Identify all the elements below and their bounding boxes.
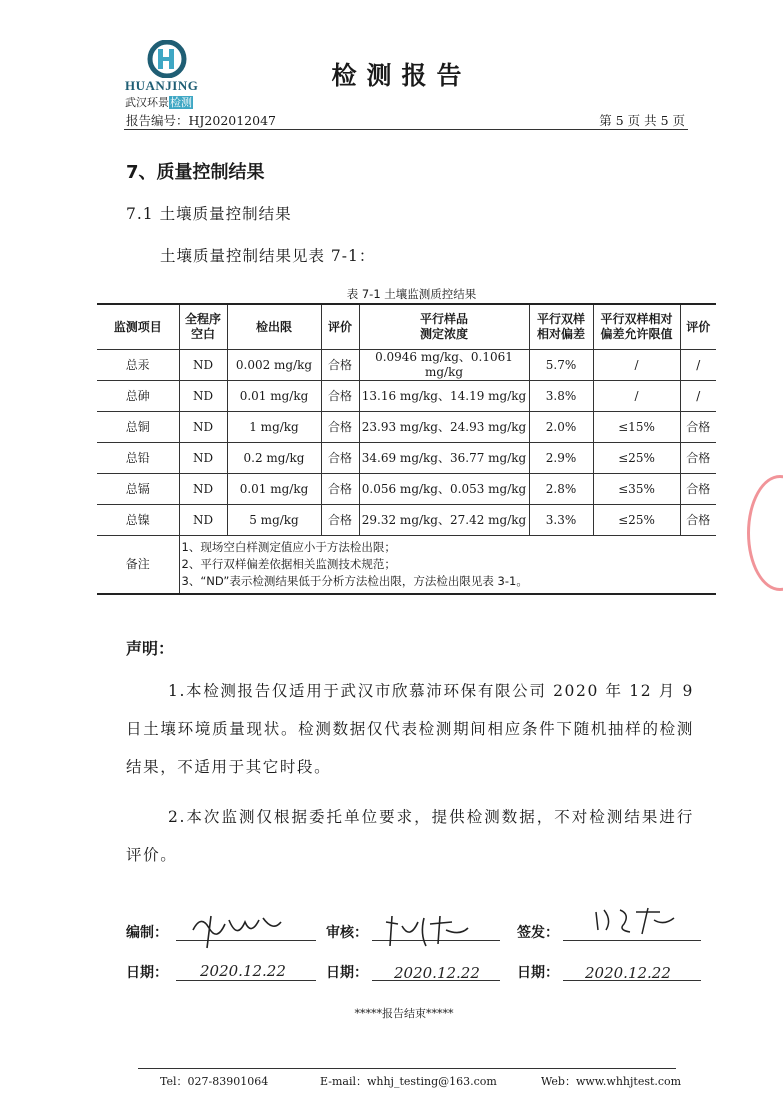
header-allow: 平行双样相对 偏差允许限值 [593,304,680,350]
cell-item: 总镍 [97,505,179,536]
cell-conc: 13.16 mg/kg、14.19 mg/kg [359,381,529,412]
cell-eval: 合格 [321,505,359,536]
cell-allow: ≤15% [593,412,680,443]
footer-email: E-mail：whhj_testing@163.com [320,1075,497,1088]
issue-label: 签发： [517,925,559,941]
date-value-3: 2020.12.22 [585,964,671,982]
qc-table [97,303,716,595]
cell-item: 总砷 [97,381,179,412]
cell-eval: 合格 [321,350,359,381]
cell-eval: 合格 [321,474,359,505]
cell-eval: 合格 [321,443,359,474]
date-value-1: 2020.12.22 [200,962,286,980]
cell-blank: ND [179,350,227,381]
cell-eval: 合格 [680,412,716,443]
table-row [97,412,716,443]
report-title: 检测报告 [331,61,472,90]
cell-conc: 0.0946 mg/kg、0.1061 mg/kg [359,350,529,381]
cell-limit: 5 mg/kg [227,505,321,536]
intro-text: 土壤质量控制结果见表 7-1： [160,247,376,265]
table-row [97,474,716,505]
page-number: 第 5 页 共 5 页 [599,113,685,128]
cell-eval: / [680,350,716,381]
cell-dev: 2.9% [529,443,593,474]
header-divider [124,129,688,130]
cell-allow: ≤25% [593,505,680,536]
cell-item: 总汞 [97,350,179,381]
cell-dev: 2.0% [529,412,593,443]
notes-label: 备注 [97,536,179,595]
table-row [97,350,716,381]
statement-paragraph-2: 2.本次监测仅根据委托单位要求，提供检测数据，不对检测结果进行评价。 [126,808,694,864]
cell-eval: 合格 [680,443,716,474]
table-row [97,505,716,536]
footer-web: Web：www.whhjtest.com [541,1075,682,1088]
statement-paragraph-1: 1.本检测报告仅适用于武汉市欣慕沛环保有限公司 2020 年 12 月 9 日土壤环境质量现状。检测数据仅代表检测期间相应条件下随机抽样的检测结果，不适用于其它时段。 [126,682,694,776]
notes-cell [179,536,716,595]
cell-eval: / [680,381,716,412]
header-conc: 平行样品 测定浓度 [359,304,529,350]
statement-heading: 声明： [126,639,175,658]
date-label-1: 日期： [126,965,168,981]
cell-blank: ND [179,381,227,412]
cell-limit: 0.2 mg/kg [227,443,321,474]
header-eval1: 评价 [321,304,359,350]
header-blank: 全程序 空白 [179,304,227,350]
cell-dev: 3.3% [529,505,593,536]
cell-dev: 2.8% [529,474,593,505]
cell-blank: ND [179,505,227,536]
cell-conc: 23.93 mg/kg、24.93 mg/kg [359,412,529,443]
cell-blank: ND [179,474,227,505]
report-number: 报告编号：HJ202012047 [126,113,276,128]
report-end-marker: *****报告结束***** [354,1007,454,1020]
cell-item: 总铜 [97,412,179,443]
cell-item: 总铅 [97,443,179,474]
date-label-2: 日期： [326,965,368,981]
date-label-3: 日期： [517,965,559,981]
note-item: 3、“ND”表示检测结果低于分析方法检出限，方法检出限见表 3-1。 [181,574,528,588]
review-label: 审核： [326,925,368,941]
header-item: 监测项目 [97,304,179,350]
header-dev: 平行双样 相对偏差 [529,304,593,350]
cell-allow: ≤25% [593,443,680,474]
subsection-heading: 7.1 土壤质量控制结果 [126,205,292,223]
compile-signature [185,910,295,950]
cell-allow: ≤35% [593,474,680,505]
footer-divider [138,1068,676,1069]
issue-signature [590,904,690,940]
note-item: 2、平行双样偏差依据相关监测技术规范； [181,557,396,571]
table-row [97,381,716,412]
cell-limit: 0.01 mg/kg [227,474,321,505]
table-header-row [97,304,716,350]
date-line-1 [176,980,316,981]
seal-stamp [747,475,783,591]
cell-conc: 29.32 mg/kg、27.42 mg/kg [359,505,529,536]
section-heading: 7、质量控制结果 [126,162,265,183]
issue-signature-line [563,940,701,941]
cell-eval: 合格 [321,381,359,412]
review-signature [380,912,480,948]
cell-limit: 0.01 mg/kg [227,381,321,412]
cell-limit: 0.002 mg/kg [227,350,321,381]
cell-allow: / [593,350,680,381]
note-item: 1、现场空白样测定值应小于方法检出限； [181,540,396,554]
cell-dev: 5.7% [529,350,593,381]
table-row [97,443,716,474]
table-caption: 表 7-1 土壤监测质控结果 [346,287,477,301]
cell-limit: 1 mg/kg [227,412,321,443]
cell-allow: / [593,381,680,412]
compile-label: 编制： [126,925,168,941]
footer-tel: Tel：027-83901064 [160,1075,269,1088]
cell-blank: ND [179,443,227,474]
cell-eval: 合格 [680,474,716,505]
cell-item: 总镉 [97,474,179,505]
logo-text-en: HUANJING [125,78,199,93]
notes-row [97,536,716,595]
logo-text-cn: 武汉环景检测 [125,96,192,109]
cell-eval: 合格 [680,505,716,536]
cell-dev: 3.8% [529,381,593,412]
header-eval2: 评价 [680,304,716,350]
cell-conc: 0.056 mg/kg、0.053 mg/kg [359,474,529,505]
date-value-2: 2020.12.22 [394,964,480,982]
cell-eval: 合格 [321,412,359,443]
cell-conc: 34.69 mg/kg、36.77 mg/kg [359,443,529,474]
header-limit: 检出限 [227,304,321,350]
cell-blank: ND [179,412,227,443]
